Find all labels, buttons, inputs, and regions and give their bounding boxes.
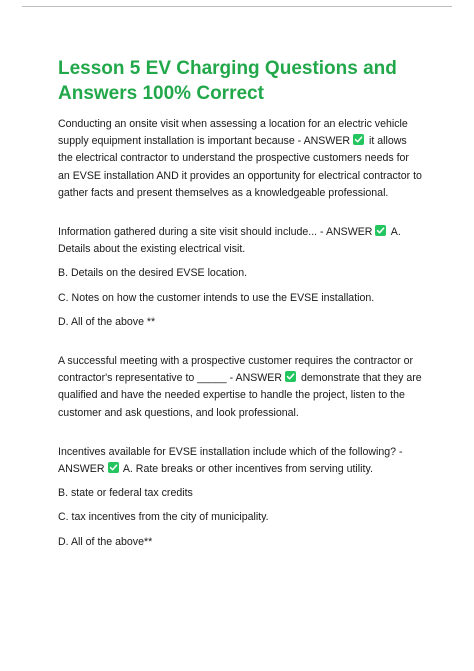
option-c: C. tax incentives from the city of municipality.	[58, 511, 269, 524]
answer-text: demonstrate that they are qualified and have the needed expertise to handle the project, listen to the customer and ask questions, and look professional.	[58, 372, 422, 419]
answer-text: it allows the electrical contractor to understand the prospective customers needs for an EVSE installation AND it provides an opportunity for electrical contractor to gather facts and present themselves as a knowledgeable professional.	[58, 135, 422, 199]
question-text: Information gathered during a site visit should include... -	[58, 226, 326, 239]
qa-item-4	[58, 444, 423, 478]
check-mark-icon	[108, 462, 119, 473]
top-divider	[22, 6, 452, 7]
check-mark-icon	[285, 371, 296, 382]
question-text: Conducting an onsite visit when assessing a location for an electric vehicle supply equipment installation is important because -	[58, 118, 408, 148]
answer-label: ANSWER	[325, 226, 373, 239]
qa-item-3	[58, 353, 423, 422]
option-c: C. Notes on how the customer intends to use the EVSE installation.	[58, 291, 375, 304]
check-mark-icon	[353, 134, 364, 145]
answer-text: A. Details about the existing electrical visit.	[58, 226, 401, 256]
answer-label: ANSWER	[235, 372, 283, 385]
option-b: B. Details on the desired EVSE location.	[58, 267, 248, 280]
option-d: D. All of the above **	[58, 315, 156, 328]
check-mark-icon	[375, 225, 386, 236]
option-b: B. state or federal tax credits	[58, 487, 193, 500]
document-title: Lesson 5 EV Charging Questions and Answers 100% Correct	[58, 58, 397, 104]
qa-item-2	[58, 224, 423, 258]
answer-label: ANSWER	[303, 135, 351, 148]
question-text: Incentives available for EVSE installation include which of the following? -	[58, 445, 403, 458]
question-text: A successful meeting with a prospective customer requires the contractor or contractor's representative to _____ -	[58, 355, 414, 385]
answer-label: ANSWER	[58, 463, 105, 476]
answer-text: A. Rate breaks or other incentives from serving utility.	[120, 463, 373, 476]
option-d: D. All of the above**	[58, 535, 153, 548]
qa-item-1	[58, 116, 423, 202]
document-body	[58, 56, 423, 551]
